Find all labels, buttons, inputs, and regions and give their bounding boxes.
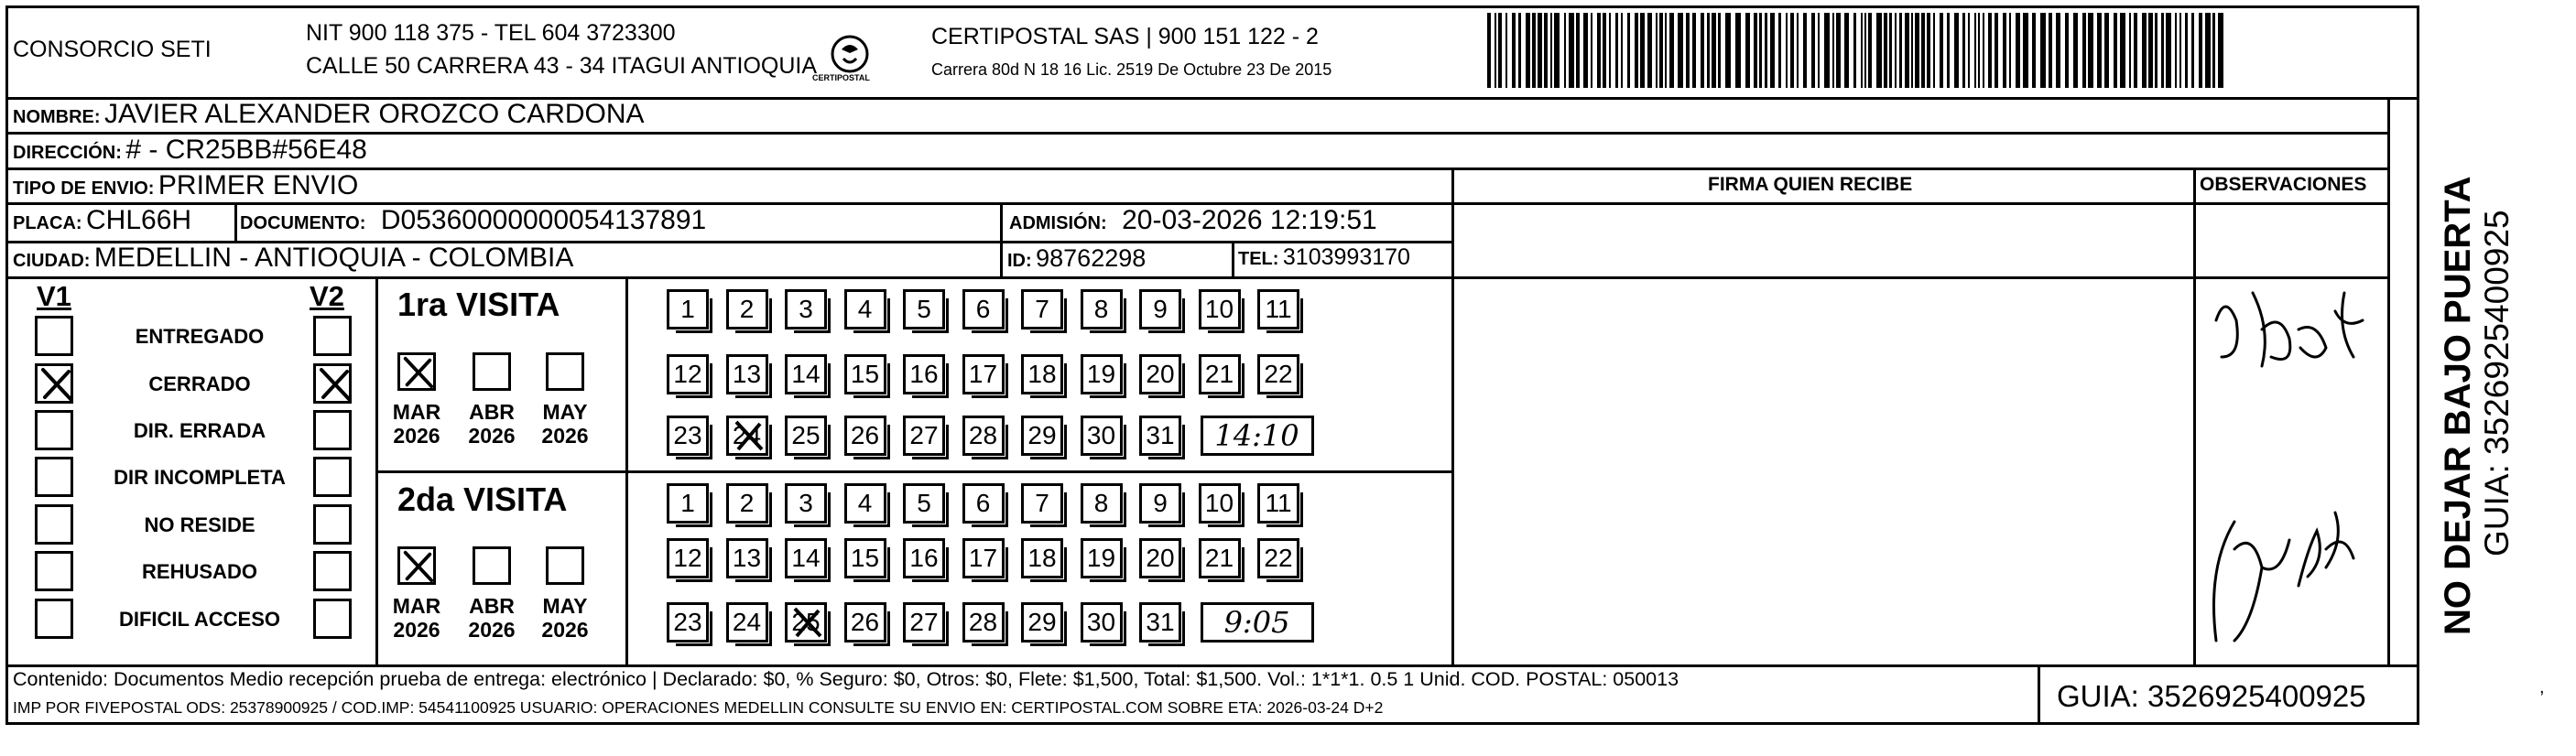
month-label [385, 594, 449, 642]
month-checkbox[interactable] [473, 352, 511, 391]
day-box[interactable]: 25 [785, 416, 827, 456]
day-box[interactable]: 22 [1257, 354, 1299, 394]
barcode-bar [1544, 13, 1548, 88]
v1-header: V1 [37, 280, 71, 312]
month-year: 2026 [468, 424, 516, 448]
month-name: ABR [469, 400, 515, 424]
day-box[interactable]: 24 [726, 602, 768, 643]
v1-checkbox[interactable] [35, 599, 73, 639]
barcode-bar [1487, 13, 1491, 88]
barcode-bar [1911, 13, 1913, 88]
v2-checkbox[interactable] [313, 457, 352, 497]
barcode-bar [1564, 13, 1566, 88]
status-label: DIR. ERRADA [133, 419, 266, 442]
barcode-bar [1811, 13, 1815, 88]
barcode-bar [1974, 13, 1976, 88]
tipo-envio-field: TIPO DE ENVIO: PRIMER ENVIO [13, 170, 359, 200]
id-value: 98762298 [1036, 244, 1147, 272]
ciudad-value: MEDELLIN - ANTIOQUIA - COLOMBIA [93, 243, 574, 273]
month-year: 2026 [541, 618, 589, 642]
barcode-bar [1609, 13, 1611, 88]
barcode-bar [2097, 13, 2102, 88]
barcode-bar [2185, 13, 2188, 88]
barcode-bar [1895, 13, 1897, 88]
barcode-bar [2218, 13, 2223, 88]
barcode-bar [1759, 13, 1762, 88]
day-box[interactable]: 13 [726, 538, 768, 578]
day-box[interactable]: 14 [785, 538, 827, 578]
footer-guia: GUIA: 3526925400925 [2057, 679, 2366, 713]
month-label [533, 400, 597, 448]
barcode-bar [1770, 13, 1775, 88]
barcode-bar [1968, 13, 1970, 88]
day-box[interactable]: 5 [903, 483, 945, 524]
v2-checkbox[interactable] [313, 599, 352, 639]
barcode-bar [2175, 13, 2177, 88]
day-box[interactable]: 18 [1021, 538, 1063, 578]
day-box[interactable]: 31 [1139, 602, 1181, 643]
barcode-bar [2023, 13, 2028, 88]
day-box[interactable]: 25 [785, 602, 827, 643]
day-box[interactable]: 28 [962, 602, 1005, 643]
barcode-bar [1899, 13, 1902, 88]
day-box[interactable]: 12 [667, 538, 709, 578]
barcode-bar [1754, 13, 1757, 88]
barcode-bar [2009, 13, 2011, 88]
barcode-bar [1725, 13, 1731, 88]
barcode-bar [1656, 13, 1658, 88]
barcode-bar [2179, 13, 2181, 88]
month-name: MAY [542, 400, 588, 424]
barcode-bar [1832, 13, 1834, 88]
v1-checkbox[interactable] [35, 551, 73, 591]
barcode-bar [1712, 13, 1716, 88]
day-box[interactable]: 9 [1139, 289, 1181, 329]
barcode-bar [2129, 13, 2131, 88]
day-box[interactable]: 11 [1257, 483, 1299, 524]
placa-field: PLACA: CHL66H [13, 205, 192, 235]
status-label: REHUSADO [142, 560, 257, 583]
barcode-bar [1583, 13, 1588, 88]
barcode-bar [1853, 13, 1856, 88]
barcode-bar [2049, 13, 2052, 88]
day-box[interactable]: 23 [667, 602, 709, 643]
direccion-field: DIRECCIÓN: # - CR25BB#56E48 [13, 135, 367, 165]
barcode-bar [1647, 13, 1652, 88]
month-label [533, 594, 597, 642]
barcode-bar [1735, 13, 1741, 88]
visit2-title: 2da VISITA [397, 481, 568, 518]
day-box[interactable]: 23 [667, 416, 709, 456]
day-box[interactable]: 7 [1021, 289, 1063, 329]
barcode-bar [1526, 13, 1530, 88]
v2-checkbox[interactable] [313, 363, 352, 404]
barcode-bar [1927, 13, 1930, 88]
day-box[interactable]: 4 [844, 289, 886, 329]
visit1-title: 1ra VISITA [397, 286, 560, 323]
company-name: CONSORCIO SETI [13, 37, 212, 62]
barcode-bar [1640, 13, 1645, 88]
v1-checkbox[interactable] [35, 363, 73, 404]
barcode-bar [1844, 13, 1849, 88]
barcode-bar [1868, 13, 1872, 88]
stray-mark: , [2539, 677, 2545, 697]
status-label: DIFICIL ACCESO [118, 608, 280, 631]
barcode-bar [2166, 13, 2171, 88]
day-box[interactable]: 10 [1199, 289, 1241, 329]
day-box[interactable]: 16 [903, 354, 945, 394]
barcode-bar [1718, 13, 1721, 88]
observaciones-header: OBSERVACIONES [2200, 174, 2367, 195]
day-box[interactable]: 30 [1081, 416, 1123, 456]
barcode-bar [1889, 13, 1892, 88]
footer-print-line: IMP POR FIVEPOSTAL ODS: 25378900925 / COD.IMP: 54541100925 USUARIO: OPERACIONES MEDELLIN CONSULTE SU ENVIO EN: CERTIPOSTAL.COM SOBRE ETA: 2026-03-24 D+2 [13, 698, 1384, 717]
month-year: 2026 [393, 618, 440, 642]
barcode-bar [1518, 13, 1521, 88]
barcode-bar [2161, 13, 2164, 88]
day-box[interactable]: 26 [844, 602, 886, 643]
id-field: ID: 98762298 [1007, 244, 1147, 272]
logo-caption: CERTIPOSTAL [812, 73, 870, 82]
day-box[interactable]: 19 [1081, 538, 1123, 578]
barcode-bar [2082, 13, 2086, 88]
month-name: MAR [392, 400, 441, 424]
barcode-bar [2191, 13, 2194, 88]
firma-header: FIRMA QUIEN RECIBE [1708, 174, 1913, 195]
day-box[interactable]: 20 [1139, 538, 1181, 578]
day-box[interactable]: 13 [726, 354, 768, 394]
documento-value: D05360000000054137891 [380, 205, 707, 235]
barcode-bar [2114, 13, 2117, 88]
barcode-bar [1962, 13, 1965, 88]
barcode-bar [2148, 13, 2153, 88]
barcode-bar [1778, 13, 1781, 88]
day-box[interactable]: 20 [1139, 354, 1181, 394]
ciudad-field: CIUDAD: MEDELLIN - ANTIOQUIA - COLOMBIA [13, 243, 574, 273]
v2-checkbox[interactable] [313, 504, 352, 545]
v1-checkbox[interactable] [35, 316, 73, 356]
barcode-bar [2205, 13, 2211, 88]
day-box[interactable]: 16 [903, 538, 945, 578]
day-box[interactable]: 18 [1021, 354, 1063, 394]
barcode-bar [2155, 13, 2158, 88]
day-box[interactable]: 19 [1081, 354, 1123, 394]
day-box[interactable]: 12 [667, 354, 709, 394]
day-box[interactable]: 3 [785, 289, 827, 329]
day-box[interactable]: 10 [1199, 483, 1241, 524]
day-box[interactable]: 30 [1081, 602, 1123, 643]
month-label [460, 594, 524, 642]
barcode-bar [2032, 13, 2036, 88]
barcode-bar [1692, 13, 1696, 88]
day-box[interactable]: 7 [1021, 483, 1063, 524]
month-year: 2026 [393, 424, 440, 448]
month-label [460, 400, 524, 448]
barcode-bar [2142, 13, 2147, 88]
day-box[interactable]: 26 [844, 416, 886, 456]
day-box[interactable]: 27 [903, 416, 945, 456]
day-box[interactable]: 5 [903, 289, 945, 329]
barcode-bar [2212, 13, 2215, 88]
barcode-bar [2104, 13, 2109, 88]
day-box[interactable]: 15 [844, 354, 886, 394]
side-no-dejar: NO DEJAR BAJO PUERTA [2438, 176, 2478, 635]
day-box[interactable]: 1 [667, 289, 709, 329]
v2-checkbox[interactable] [313, 551, 352, 591]
barcode-bar [1954, 13, 1959, 88]
barcode-bar [1994, 13, 1998, 88]
certipostal-line: CERTIPOSTAL SAS | 900 151 122 - 2 [931, 24, 1319, 49]
barcode-bar [1678, 13, 1683, 88]
day-box[interactable]: 11 [1257, 289, 1299, 329]
barcode-bar [1591, 13, 1592, 88]
day-box[interactable]: 2 [726, 289, 768, 329]
barcode-bar [1615, 13, 1618, 88]
barcode-bar [2073, 13, 2078, 88]
month-name: MAY [542, 594, 588, 618]
admision-value: 20-03-2026 12:19:51 [1122, 205, 1377, 235]
month-checkbox[interactable] [397, 352, 436, 391]
barcode-bar [2056, 13, 2060, 88]
barcode-bar [1621, 13, 1623, 88]
day-box[interactable]: 29 [1021, 416, 1063, 456]
tel-field: TEL: 3103993170 [1238, 244, 1410, 270]
v1-checkbox[interactable] [35, 504, 73, 545]
barcode-bar [1498, 13, 1502, 88]
day-box[interactable]: 9 [1139, 483, 1181, 524]
barcode-bar [1576, 13, 1580, 88]
month-name: ABR [469, 594, 515, 618]
day-box[interactable]: 8 [1081, 483, 1123, 524]
v2-checkbox[interactable] [313, 410, 352, 450]
barcode-bar [1554, 13, 1560, 88]
handwritten-time: 9:05 [1201, 602, 1314, 643]
documento-field: DOCUMENTO: D05360000000054137891 [240, 205, 707, 235]
barcode-bar [1876, 13, 1882, 88]
month-year: 2026 [541, 424, 589, 448]
month-checkbox[interactable] [546, 352, 584, 391]
barcode-bar [1635, 13, 1638, 88]
barcode-bar [1786, 13, 1788, 88]
barcode-bar [1988, 13, 1992, 88]
barcode-bar [2003, 13, 2006, 88]
barcode-bar [1861, 13, 1863, 88]
month-year: 2026 [468, 618, 516, 642]
nit-line: NIT 900 118 375 - TEL 604 3723300 [306, 20, 676, 46]
barcode-bar [1803, 13, 1807, 88]
day-box[interactable]: 31 [1139, 416, 1181, 456]
nombre-value: JAVIER ALEXANDER OROZCO CARDONA [104, 99, 645, 129]
barcode-bar [1538, 13, 1542, 88]
barcode-bar [1940, 13, 1943, 88]
day-box[interactable]: 27 [903, 602, 945, 643]
barcode-bar [1915, 13, 1919, 88]
day-box[interactable]: 4 [844, 483, 886, 524]
barcode-bar [1864, 13, 1866, 88]
barcode-bar [1569, 13, 1574, 88]
month-checkbox[interactable] [473, 546, 511, 585]
barcode-bar [1745, 13, 1750, 88]
month-label [385, 400, 449, 448]
status-label: NO RESIDE [144, 513, 255, 536]
admision-field: ADMISIÓN: 20-03-2026 12:19:51 [1009, 205, 1377, 235]
barcode-bar [2040, 13, 2046, 88]
handwritten-observations [2198, 275, 2381, 659]
footer-content-line: Contenido: Documentos Medio recepción prueba de entrega: electrónico | Declarado: $0, % Seguro: $0, Otros: $0, Flete: $1,500, Total: $1,500. Vol.: 1*1*1. 0.5 1 Unid. COD. POSTAL: 050013 [13, 668, 1679, 690]
barcode-bar [1532, 13, 1536, 88]
barcode-bar [1495, 13, 1496, 88]
barcode-bar [1597, 13, 1601, 88]
v1-checkbox[interactable] [35, 410, 73, 450]
day-box[interactable]: 2 [726, 483, 768, 524]
certipostal-logo-icon [829, 33, 871, 75]
day-box[interactable]: 3 [785, 483, 827, 524]
barcode-bar [1905, 13, 1909, 88]
tel-value: 3103993170 [1282, 244, 1410, 270]
barcode-bar [1947, 13, 1950, 88]
v1-checkbox[interactable] [35, 457, 73, 497]
day-box[interactable]: 17 [962, 354, 1005, 394]
barcode-bar [1512, 13, 1516, 88]
day-box[interactable]: 15 [844, 538, 886, 578]
handwritten-time: 14:10 [1201, 416, 1314, 456]
barcode-bar [1659, 13, 1663, 88]
status-label: CERRADO [148, 373, 251, 395]
barcode-bar [1884, 13, 1887, 88]
v2-checkbox[interactable] [313, 316, 352, 356]
barcode-bar [1933, 13, 1935, 88]
barcode-bar [1669, 13, 1674, 88]
barcode-bar [1665, 13, 1667, 88]
barcode-bar [1603, 13, 1606, 88]
month-name: MAR [392, 594, 441, 618]
barcode-bar [1824, 13, 1830, 88]
barcode [1487, 13, 2231, 88]
day-box[interactable]: 22 [1257, 538, 1299, 578]
day-box[interactable]: 28 [962, 416, 1005, 456]
month-checkbox[interactable] [546, 546, 584, 585]
barcode-bar [1627, 13, 1630, 88]
day-box[interactable]: 8 [1081, 289, 1123, 329]
day-box[interactable]: 6 [962, 483, 1005, 524]
barcode-bar [1836, 13, 1841, 88]
day-box[interactable]: 14 [785, 354, 827, 394]
day-box[interactable]: 29 [1021, 602, 1063, 643]
day-box[interactable]: 21 [1199, 538, 1241, 578]
placa-value: CHL66H [86, 205, 192, 235]
barcode-bar [1983, 13, 1984, 88]
nombre-field: NOMBRE: JAVIER ALEXANDER OROZCO CARDONA [13, 99, 645, 129]
status-label: ENTREGADO [135, 325, 265, 348]
barcode-bar [1790, 13, 1794, 88]
side-guia: GUIA: 3526925400925 [2478, 210, 2516, 556]
barcode-bar [1707, 13, 1710, 88]
barcode-bar [2016, 13, 2020, 88]
license-line: Carrera 80d N 18 16 Lic. 2519 De Octubre 23 De 2015 [931, 60, 1332, 79]
status-label: DIR INCOMPLETA [114, 466, 286, 489]
barcode-bar [1797, 13, 1799, 88]
v2-header: V2 [310, 280, 344, 312]
barcode-bar [1921, 13, 1925, 88]
day-box[interactable]: 1 [667, 483, 709, 524]
direccion-value: # - CR25BB#56E48 [125, 135, 367, 165]
barcode-bar [2065, 13, 2069, 88]
day-box[interactable]: 24 [726, 416, 768, 456]
barcode-bar [1550, 13, 1552, 88]
barcode-bar [1978, 13, 1980, 88]
day-box[interactable]: 17 [962, 538, 1005, 578]
barcode-bar [1818, 13, 1820, 88]
barcode-bar [2134, 13, 2137, 88]
barcode-bar [1701, 13, 1704, 88]
barcode-bar [2199, 13, 2202, 88]
barcode-bar [1505, 13, 1507, 88]
tipo-envio-value: PRIMER ENVIO [158, 170, 359, 200]
barcode-bar [2088, 13, 2093, 88]
address-line: CALLE 50 CARRERA 43 - 34 ITAGUI ANTIOQUIA [306, 53, 818, 79]
day-box[interactable]: 6 [962, 289, 1005, 329]
barcode-bar [1765, 13, 1767, 88]
barcode-bar [2120, 13, 2125, 88]
day-box[interactable]: 21 [1199, 354, 1241, 394]
barcode-bar [1686, 13, 1690, 88]
month-checkbox[interactable] [397, 546, 436, 585]
